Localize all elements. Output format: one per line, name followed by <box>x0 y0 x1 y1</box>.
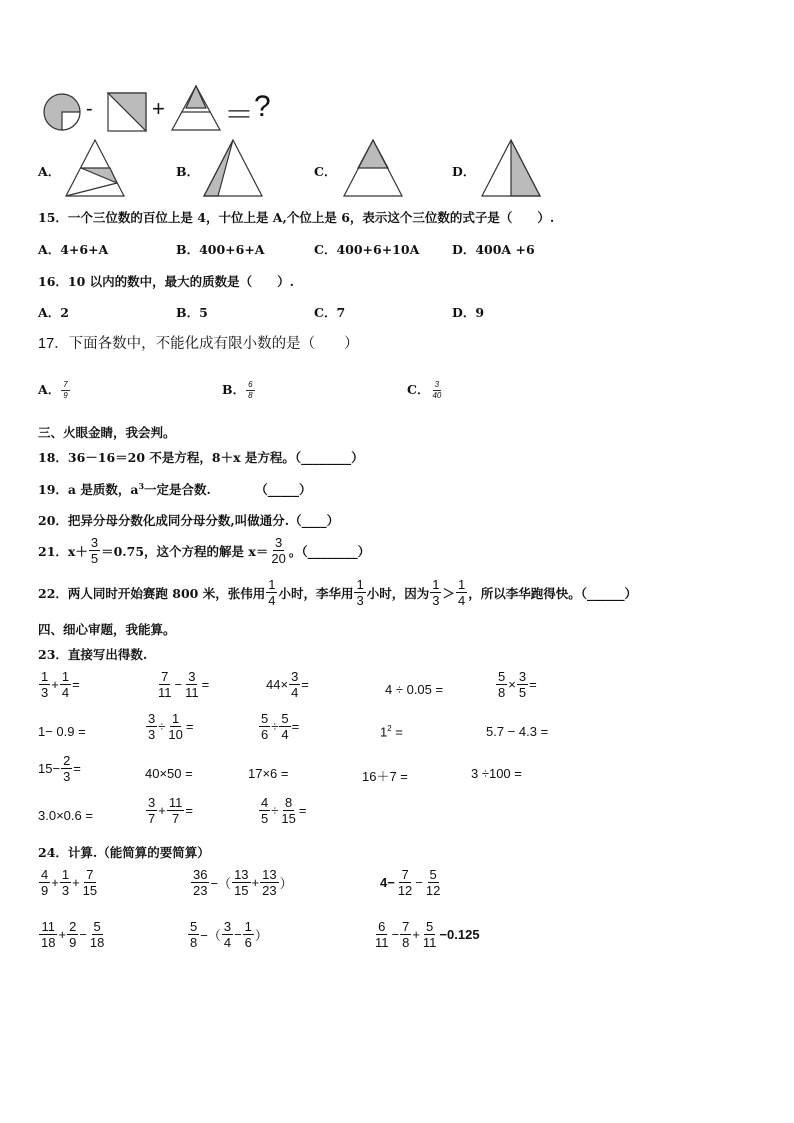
q23-item: $\frac{3}{3}$ ÷ $\frac{1}{10}$ = <box>148 711 194 742</box>
q23-item: $\frac{5}{6}$ ÷ $\frac{5}{4}$ = <box>261 711 300 742</box>
q14-option-c-label[interactable]: C． <box>314 164 337 179</box>
q24-item: $\frac{5}{8}$ −（ $\frac{3}{4}$ − $\frac{1}{6}$ ） <box>190 919 268 950</box>
fraction: $\frac{1}{4}$ <box>268 577 276 608</box>
q16-option-b[interactable]: B．5 <box>176 305 208 320</box>
q17-option-c[interactable] <box>407 380 444 400</box>
q22-text: 22．两人同时开始赛跑 800 米，张伟用 $\frac{1}{4}$ 小时，李华用 $\frac{1}{3}$ 小时，因为 $\frac{1}{3}$ ＞ $\frac{1}{4}$ ，所以李华跑得快。（______） <box>38 577 637 608</box>
q16-option-c[interactable]: C．7 <box>314 305 346 320</box>
equals-sign: ＝ <box>224 99 254 132</box>
q16-option-d[interactable]: D．9 <box>452 305 485 320</box>
square-triangle-figure <box>107 92 147 132</box>
q23-item: 44× $\frac{3}{4}$ = <box>266 669 309 700</box>
question-mark: ? <box>254 90 271 123</box>
option-d-figure <box>478 138 544 198</box>
q16-option-a[interactable]: A．2 <box>38 305 69 320</box>
q20-text: 20．把异分母分数化成同分母分数,叫做通分.（____） <box>38 513 340 528</box>
fraction: $\frac{3}{20}$ <box>271 535 286 566</box>
minus-sign: - <box>86 98 93 120</box>
q23-item: $\frac{4}{5}$ ÷ $\frac{8}{15}$ = <box>261 795 307 826</box>
q23-item: 4 ÷ 0.05 = <box>385 682 444 697</box>
option-a-figure <box>62 138 128 198</box>
fraction: $\frac{1}{3}$ <box>356 577 364 608</box>
q23-title: 23．直接写出得数. <box>38 647 148 662</box>
q17-text: 17．下面各数中，不能化成有限小数的是（ ） <box>38 336 359 352</box>
q17-option-c-label: C． <box>407 382 430 397</box>
q23-item: 3.0×0.6 = <box>38 808 93 823</box>
q23-item: 3 ÷100 = <box>471 766 522 781</box>
section-4-heading: 四、细心审题，我能算。 <box>38 622 176 637</box>
q23-item: 16＋7 = <box>362 769 408 784</box>
fraction: $\frac{6}{8}$ <box>248 380 253 400</box>
plus-sign: + <box>152 96 165 121</box>
fraction: $\frac{3}{40}$ <box>432 380 442 400</box>
q24-item: $\frac{4}{9}$ + $\frac{1}{3}$ + $\frac{7}{15}$ <box>41 867 98 898</box>
q23-item: $\frac{7}{11}$ − $\frac{3}{11}$ = <box>158 669 210 700</box>
q19-text: 19．a 是质数，$a^3$一定是合数. （_____） <box>38 480 312 497</box>
q24-item: $\frac{11}{18}$ + $\frac{2}{9}$ − $\frac{5}{18}$ <box>41 919 105 950</box>
q23-item: $\frac{5}{8}$ × $\frac{3}{5}$ = <box>498 669 537 700</box>
q23-item: 5.7 − 4.3 = <box>486 724 549 739</box>
q23-item: $\frac{3}{7}$ + $\frac{11}{7}$ = <box>148 795 193 826</box>
q14-option-b-label[interactable]: B． <box>176 164 200 179</box>
triangle-figure <box>170 84 222 132</box>
q14-option-a-label[interactable]: A． <box>38 164 61 179</box>
q19-answer-blank[interactable]: （_____） <box>255 482 312 497</box>
q23-item: $1^2$ = <box>380 724 403 740</box>
q18-text: 18．36－16＝20 不是方程，8＋x 是方程。（________） <box>38 450 364 465</box>
q15-option-c[interactable]: C．400+6+10A <box>314 242 420 257</box>
q17-option-b-label: B． <box>222 382 246 397</box>
q23-item: 17×6 = <box>248 766 289 781</box>
fraction: $\frac{1}{3}$ <box>432 577 440 608</box>
fraction: $\frac{7}{9}$ <box>63 380 68 400</box>
q17-option-a[interactable] <box>38 380 71 400</box>
q23-item: 15− $\frac{2}{3}$ = <box>38 753 81 784</box>
q21-text: 21．x＋ $\frac{3}{5}$ ＝0.75，这个方程的解是 x＝ $\frac{3}{20}$ 。（________） <box>38 535 371 566</box>
q14-option-d-label[interactable]: D． <box>452 164 476 179</box>
q16-text: 16．10 以内的数中，最大的质数是（ ）. <box>38 274 294 289</box>
q24-item: $\frac{6}{11}$ − $\frac{7}{8}$ + $\frac{5}{11}$ −0.125 <box>375 919 480 950</box>
fraction: $\frac{1}{4}$ <box>457 577 466 608</box>
q24-item: $\frac{36}{23}$ −（ $\frac{13}{15}$ + $\frac{13}{23}$ ） <box>193 867 293 898</box>
q17-option-a-label: A． <box>38 382 61 397</box>
q24-title: 24．计算.（能简算的要简算） <box>38 845 210 860</box>
q17-option-b[interactable] <box>222 380 256 400</box>
section-3-heading: 三、火眼金睛，我会判。 <box>38 425 176 440</box>
q23-item: $\frac{1}{3}$ + $\frac{1}{4}$ = <box>41 669 80 700</box>
option-b-figure <box>200 138 266 198</box>
q23-item: 40×50 = <box>145 766 193 781</box>
q15-text: 15．一个三位数的百位上是 4，十位上是 A,个位上是 6，表示这个三位数的式子是（ ）. <box>38 210 555 225</box>
q15-option-d[interactable]: D．400A +6 <box>452 242 535 257</box>
q15-option-a[interactable]: A．4+6+A <box>38 242 109 257</box>
q23-item: 1− 0.9 = <box>38 724 86 739</box>
option-c-figure <box>340 138 406 198</box>
fraction: $\frac{3}{5}$ <box>90 535 99 566</box>
quarter-circle-figure <box>42 92 82 132</box>
q15-option-b[interactable]: B．400+6+A <box>176 242 265 257</box>
q24-item: 4− $\frac{7}{12}$ − $\frac{5}{12}$ <box>380 867 441 898</box>
